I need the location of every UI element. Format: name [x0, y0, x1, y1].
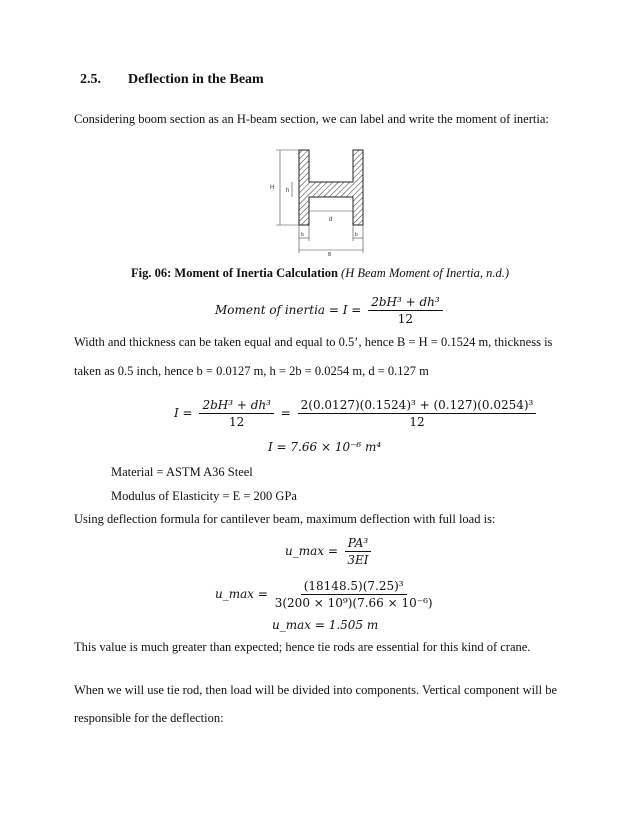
equation-inertia-substitution: I = $\frac{\text{2bH³ + dh³}}{12}$ = $\frac{\text{2(0.0127)(0.1524)³ + (0.127)(0.0254)³}}{12}$ [174, 398, 539, 429]
intro-paragraph: Considering boom section as an H-beam section, we can label and write the moment of inertia: [74, 112, 549, 126]
modulus-line: Modulus of Elasticity = E = 200 GPa [111, 489, 297, 503]
label-H: H [270, 185, 275, 191]
equation-inertia-result: I = 7.66 × 10⁻⁶ m⁴ [268, 440, 382, 454]
label-b-right: b [355, 232, 358, 238]
eq4-lhs: u_max = [285, 544, 338, 558]
deflection-paragraph: Using deflection formula for cantilever beam, maximum deflection with full load is: [74, 512, 496, 526]
label-b-left: b [301, 232, 304, 238]
h-beam-figure [262, 145, 378, 257]
equation-deflection-result: u_max = 1.505 m [272, 618, 379, 632]
eq1-numerator: 2bH³ + dh³ [368, 295, 443, 311]
eq5-lhs: u_max = [215, 587, 268, 601]
eq4-numerator: PA³ [345, 536, 371, 552]
label-B: B [328, 252, 332, 257]
eq2-fraction-2 [298, 398, 537, 429]
eq5-fraction [275, 579, 433, 610]
result-paragraph: This value is much greater than expected; hence tie rods are essential for this kind of crane. [74, 640, 531, 654]
eq2-fraction-1 [199, 398, 274, 429]
eq2-numerator-2: 2(0.0127)(0.1524)³ + (0.127)(0.0254)³ [298, 398, 537, 414]
dimensions-paragraph-line-2: taken as 0.5 inch, hence b = 0.0127 m, h = 2b = 0.0254 m, d = 0.127 m [74, 364, 429, 378]
equation-deflection-substitution [215, 579, 436, 610]
tie-rod-paragraph-line-1: When we will use tie rod, then load will be divided into components. Vertical component will be [74, 683, 557, 697]
eq2-denominator-2: 12 [409, 415, 425, 429]
h-beam-section [299, 150, 363, 225]
caption-title: Fig. 06: Moment of Inertia Calculation [131, 266, 338, 280]
section-heading [80, 72, 264, 88]
eq2-numerator-1: 2bH³ + dh³ [199, 398, 274, 414]
tie-rod-paragraph-line-2: responsible for the deflection: [74, 711, 224, 725]
caption-source: (H Beam Moment of Inertia, n.d.) [341, 266, 510, 280]
label-d: d [329, 217, 333, 223]
eq2-lhs: I = [174, 406, 193, 420]
dimensions-paragraph-line-1: Width and thickness can be taken equal and equal to 0.5’, hence B = H = 0.1524 m, thickness is [74, 335, 553, 349]
equation-moment-of-inertia [215, 295, 446, 326]
label-h: h [286, 188, 290, 194]
eq1-denominator: 12 [397, 312, 414, 326]
eq4-fraction [345, 536, 371, 567]
material-line: Material = ASTM A36 Steel [111, 465, 253, 479]
section-number: 2.5. [80, 72, 101, 87]
eq4-denominator: 3EI [347, 553, 369, 567]
figure-caption [131, 266, 509, 281]
eq2-denominator-1: 12 [229, 415, 245, 429]
eq5-denominator: 3(200 × 10⁹)(7.66 × 10⁻⁶) [274, 596, 433, 610]
equation-deflection-formula [285, 536, 374, 567]
eq1-lhs: Moment of inertia = I = [215, 303, 362, 317]
eq5-numerator: (18148.5)(7.25)³ [301, 579, 407, 595]
section-title: Deflection in the Beam [128, 72, 264, 87]
eq1-fraction [368, 295, 443, 326]
